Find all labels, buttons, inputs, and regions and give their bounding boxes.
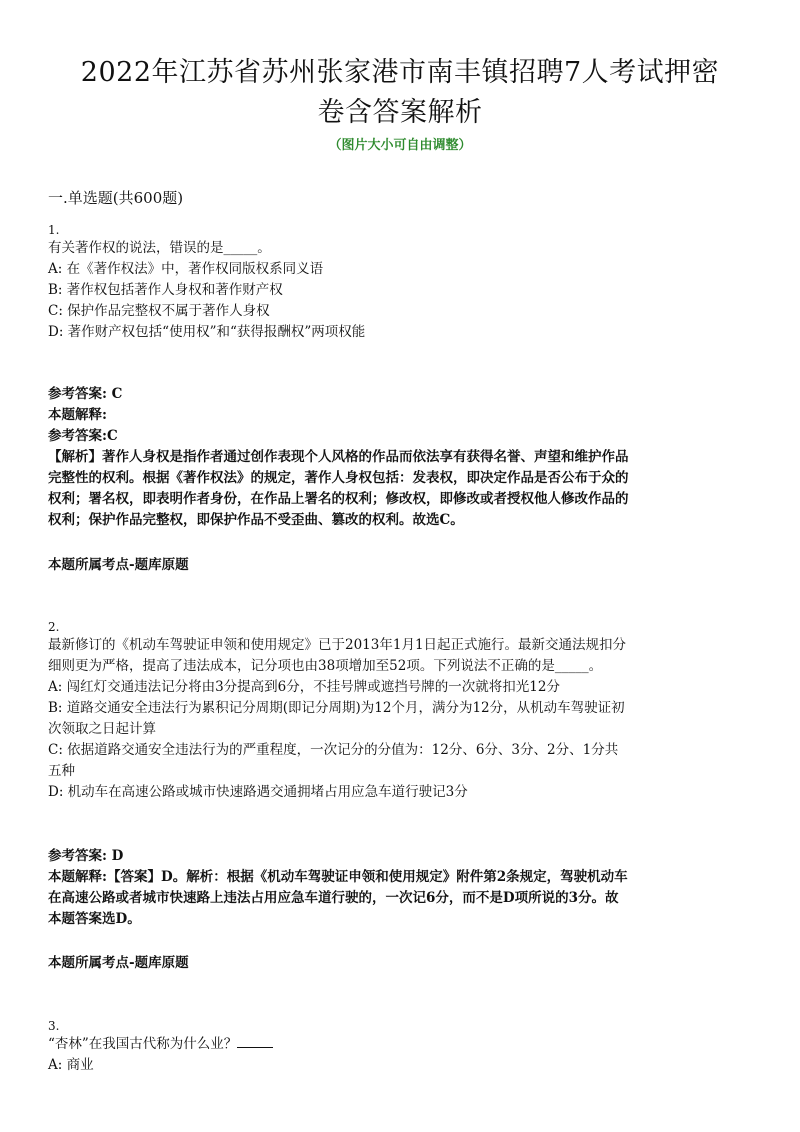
q3-answer-blank (237, 1035, 273, 1048)
q2-option-b-line-1: B: 道路交通安全违法行为累积记分周期(即记分周期)为12个月，满分为12分，从机动车驾驶证初 (48, 700, 625, 716)
q1-explanation-line-2: 完整性的权利。根据《著作权法》的规定，著作人身权包括：发表权，即决定作品是否公布于众的 (48, 470, 629, 486)
q1-stem: 有关著作权的说法，错误的是_____。 (48, 240, 271, 256)
q3-option-a: A: 商业 (48, 1057, 94, 1073)
q2-explanation-line-3: 本题答案选D。 (48, 911, 141, 927)
document-title-line-2: 卷含答案解析 (317, 97, 483, 128)
q1-explanation-line-3: 权利；署名权，即表明作者身份，在作品上署名的权利；修改权，即修改或者授权他人修改作品的 (48, 491, 629, 507)
q2-explanation-line-2: 在高速公路或者城市快速路上违法占用应急车道行驶的，一次记6分，而不是D项所说的3分。故 (48, 890, 619, 906)
q3-stem-row (48, 1034, 273, 1054)
q1-answer: 参考答案: C (48, 386, 123, 402)
q1-answer-repeat: 参考答案:C (48, 428, 118, 444)
q1-option-b: B: 著作权包括著作人身权和著作财产权 (48, 282, 283, 298)
q1-option-a: A: 在《著作权法》中，著作权同版权系同义语 (48, 261, 324, 277)
q2-option-d: D: 机动车在高速公路或城市快速路遇交通拥堵占用应急车道行驶记3分 (48, 784, 468, 800)
q2-option-b-line-2: 次领取之日起计算 (48, 721, 156, 737)
section-heading: 一.单选题(共600题) (48, 189, 184, 207)
q1-explain-label: 本题解释: (48, 407, 107, 423)
q2-answer: 参考答案: D (48, 848, 124, 864)
q1-number: 1. (48, 223, 60, 237)
q2-option-c-line-1: C: 依据道路交通安全违法行为的严重程度，一次记分的分值为：12分、6分、3分、2分、1分共 (48, 742, 619, 758)
q2-stem-line-1: 最新修订的《机动车驾驶证申领和使用规定》已于2013年1月1日起正式施行。最新交通法规扣分 (48, 637, 627, 653)
q2-number: 2. (48, 620, 60, 634)
document-subtitle: （图片大小可自由调整） (328, 138, 472, 153)
q1-source: 本题所属考点-题库原题 (48, 557, 189, 573)
q3-stem: “杏林”在我国古代称为什么业？ (48, 1036, 238, 1052)
q3-number: 3. (48, 1019, 60, 1033)
q1-option-d: D: 著作财产权包括“使用权”和“获得报酬权”两项权能 (48, 324, 366, 340)
q2-stem-line-2: 细则更为严格，提高了违法成本，记分项也由38项增加至52项。下列说法不正确的是_____。 (48, 658, 603, 674)
q1-explanation-line-1: 【解析】著作人身权是指作者通过创作表现个人风格的作品而依法享有获得名誉、声望和维护作品 (48, 449, 629, 465)
document-title-line-1: 2022年江苏省苏州张家港市南丰镇招聘7人考试押密 (80, 57, 720, 88)
q2-option-c-line-2: 五种 (48, 763, 75, 779)
q1-option-c: C: 保护作品完整权不属于著作人身权 (48, 303, 270, 319)
q1-explanation-line-4: 权利；保护作品完整权，即保护作品不受歪曲、篡改的权利。故选C。 (48, 512, 464, 528)
q2-source: 本题所属考点-题库原题 (48, 955, 189, 971)
q2-explanation-line-1: 本题解释:【答案】D。解析：根据《机动车驾驶证申领和使用规定》附件第2条规定，驾驶机动车 (48, 869, 628, 885)
q2-option-a: A: 闯红灯交通违法记分将由3分提高到6分，不挂号牌或遮挡号牌的一次就将扣光12分 (48, 679, 560, 695)
